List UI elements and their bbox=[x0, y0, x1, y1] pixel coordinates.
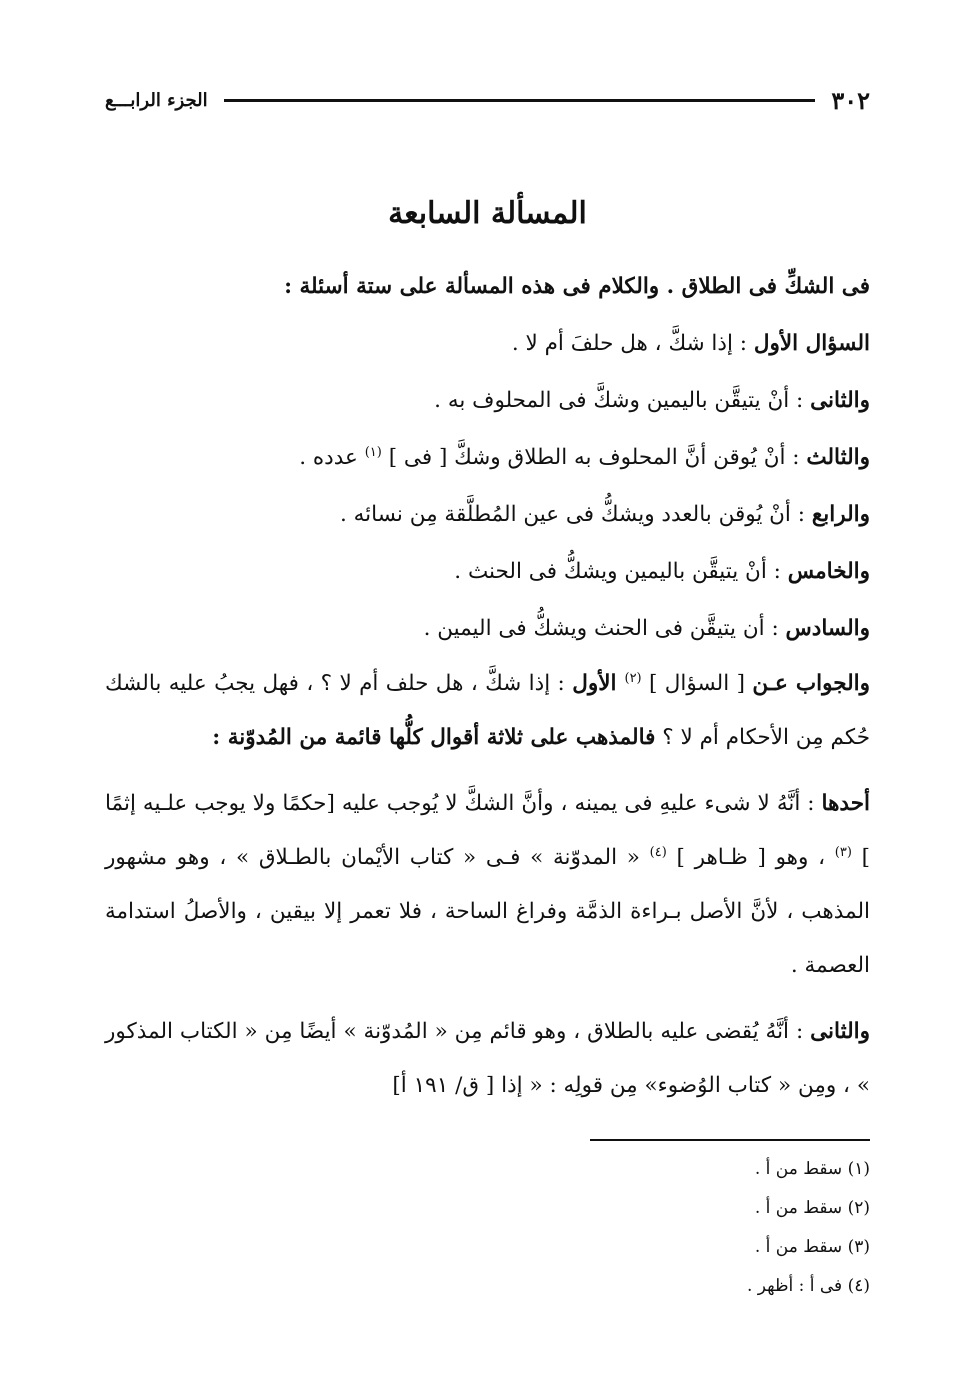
footnote: (٢) سقط من أ . bbox=[754, 1198, 870, 1218]
question-line: والخامس : أنْ يتيقَّن باليمين ويشكُّ فى الحنث . bbox=[454, 559, 870, 584]
part-title: الجزء الرابـــع bbox=[105, 89, 208, 111]
answer-paragraph: والجواب عـن [ السؤال ] $^{(٢)}$ الأول : إذا شكَّ ، هل حلف أم لا ؟ ، فهل يجبُ عليه بالشك حُكم مِن الأحكام أم لا ؟ فالمذهب على ثلاثة أقوال كلُّها قائمة من المُدوّنة : bbox=[105, 670, 870, 750]
footnote: (٣) سقط من أ . bbox=[754, 1237, 870, 1257]
opinion-one-paragraph: أحدها : أنَّهُ لا شىء عليهِ فى يمينه ، وأنَّ الشكَّ لا يُوجب عليه [حكمًا ولا يوجب علـيه إثمًا ] $^{(٣)}$ ، وهو [ ظـاهر ] $^{(٤)}$ « المدوّنة » فـى « كتاب الأيْمان بالطـلاق » ، وهو مشهور المذهب ، لأنَّ الأصل بـراءة الذمَّة وفراغ الساحة ، فلا تعمر إلا بيقين ، والأصلُ استدامة العصمة . bbox=[105, 791, 871, 978]
intro-line bbox=[105, 258, 870, 315]
footnote: (٤) فى أ : أظهر . bbox=[746, 1276, 870, 1296]
question-line: والرابع : أنْ يُوقن بالعدد ويشكُّ فى عين المُطلَّقة مِن نسائه . bbox=[339, 502, 870, 527]
running-header bbox=[105, 82, 870, 118]
intro-text: فى الشكِّ فى الطلاق . والكلام فى هذه المسألة على ستة أسئلة : bbox=[284, 274, 870, 299]
footnote-ref: (٤) bbox=[649, 844, 667, 860]
question-line: السؤال الأول : إذا شكَّ ، هل حلفَ أم لا . bbox=[511, 331, 870, 356]
header-rule bbox=[224, 99, 816, 102]
section-title: المسألة السابعة bbox=[388, 196, 587, 231]
opinion-two-paragraph: والثانى : أنَّهُ يُقضى عليه بالطلاق ، وهو قائم مِن « المُدوّنة » أيضًا مِن « الكتاب المذكور » ، ومِن « كتاب الوُضوء» مِن قولِه : « إذا [ ق/ ١٩١ أ] bbox=[105, 1019, 870, 1098]
body-text bbox=[105, 258, 870, 1113]
footnote-separator bbox=[590, 1139, 870, 1141]
footnote: (١) سقط من أ . bbox=[754, 1159, 870, 1179]
page-number: ٣٠٢ bbox=[831, 85, 870, 115]
question-line: والثانى : أنْ يتيقَّن باليمين وشكَّ فى المحلوف به . bbox=[434, 388, 870, 413]
question-line: والثالث : أنْ يُوقن أنَّ المحلوف به الطلاق وشكَّ [ فى ] $^{(١)}$ عدده . bbox=[299, 444, 870, 470]
footnote-ref: (٣) bbox=[834, 844, 852, 860]
question-line: والسادس : أن يتيقَّن فى الحنث ويشكُّ فى اليمين . bbox=[423, 616, 870, 641]
footnote-ref: (١) bbox=[364, 444, 382, 460]
footnote-ref: (٢) bbox=[624, 670, 642, 686]
footnotes bbox=[105, 1150, 870, 1306]
